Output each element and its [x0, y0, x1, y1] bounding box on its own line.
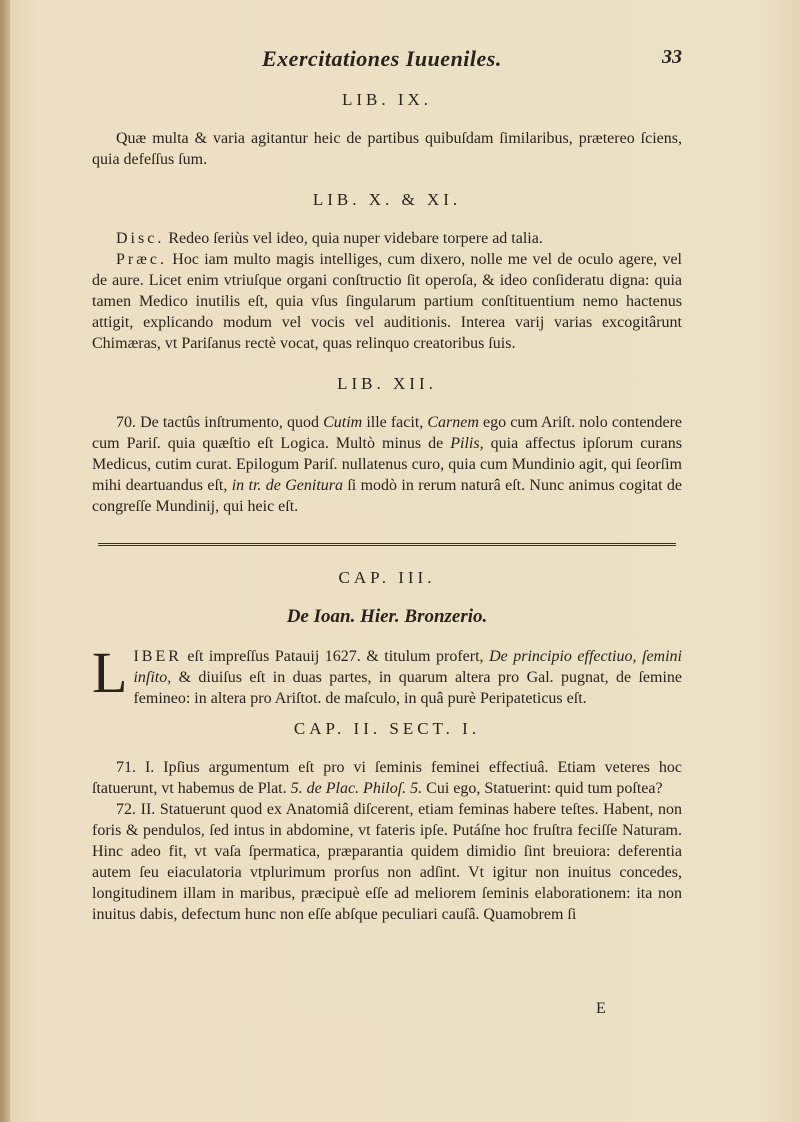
- paragraph-72: 72. II. Statuerunt quod ex Anatomiâ diſcerent, etiam feminas habere teſtes. Habent, non foris & pendulos, ſed intus in abdomine, vt fateris ipſe. Putáſne hoc fruſtra feciſſe Naturam. Hinc adeo fit, vt vaſa ſpermatica, præparantia quidem dimidio ſint breuiora: deferentia autem ſeu eiaculatoria vtplurimum prorſus non adſint. Vt igitur non inuitus concedes, longitudinem illam in maribus, præcipuè eſſe ad meliorem ſeminis elaborationem: ita non inuitus dabis, defectum hunc non eſſe abſque peculiari cauſâ. Quamobrem ſi: [92, 801, 682, 923]
- p70-text-5: ſi modò in rerum naturâ eſt. Nunc animus cogitat de congreſſe Mundinij, qui heic eſt.: [92, 477, 683, 515]
- speaker-praec: Præc.: [116, 251, 167, 268]
- disc-text: Redeo ſeriùs vel ideo, quia nuper videbare torpere ad talia.: [164, 230, 543, 247]
- running-title: Exercitationes Iuueniles.: [262, 46, 502, 71]
- p71-text-2: Cui ego, Statuerint: quid tum poſtea?: [422, 780, 663, 797]
- p70-text-4: quia affectus ipſorum curans Medicus, cutim curat. Epilogum Pariſ. nullatenus curo, quia cum Mundinio agit, qui ſeorſim mihi deartuandus eſt,: [92, 435, 683, 494]
- drop-cap: L: [92, 640, 128, 705]
- paragraph-71: [92, 757, 682, 799]
- page-body: [92, 86, 682, 935]
- binding-edge: [0, 0, 10, 1122]
- p70-italic-pilis: Pilis,: [450, 435, 484, 452]
- paragraph-lib-9: Quæ multa & varia agitantur heic de partibus quibuſdam ſimilaribus, prætereo ſciens, quia defeſſus ſum.: [92, 130, 682, 168]
- section-divider: [98, 543, 676, 548]
- paragraph-praec: [92, 249, 682, 354]
- paragraph-70: [92, 412, 682, 517]
- heading-lib-10-11: LIB. X. & XI.: [312, 190, 462, 209]
- chapter-subtitle: De Ioan. Hier. Bronzerio.: [286, 606, 488, 627]
- p71-italic-ref: 5. de Plac. Philoſ. 5.: [290, 780, 423, 797]
- liber-text-1: eſt impreſſus Patauij 1627. & titulum profert,: [181, 648, 490, 665]
- p70-text-3: ego cum Ariſt. nolo contendere cum Pariſ. quia quæſtio eſt Logica. Multò minus de: [92, 414, 683, 452]
- heading-cap-3: CAP. III.: [338, 568, 436, 587]
- running-head: [0, 46, 800, 76]
- p70-italic-cutim: Cutim: [323, 414, 363, 431]
- liber-smallcaps: IBER: [133, 648, 182, 665]
- p71-text-1: 71. I. Ipſius argumentum eſt pro vi ſeminis feminei effectiuâ. Etiam veteres hoc ſtatuerunt, vt habemus de Plat.: [92, 759, 682, 797]
- heading-lib-12: LIB. XII.: [337, 374, 437, 393]
- heading-cap-2-sect-1: CAP. II. SECT. I.: [293, 719, 481, 738]
- praec-text: Hoc iam multo magis intelliges, cum dixero, nolle me vel de oculo agere, vel de aure. Licet enim vtriuſque organi conſtructio ſit operoſa, & ideo conſideratu digna: quia tamen Medico inutilis eſt, quia vſus ſingularum partium conſtituentium nemo hactenus attigit, explicando modum vel vocis vel auditionis. Interea varij varias excogitârunt Chimæras, vt Pariſanus rectè vocat, quas relinquo creatoribus ſuis.: [92, 251, 682, 352]
- catchword: E: [596, 1000, 606, 1017]
- p70-italic-carnem: Carnem: [427, 414, 479, 431]
- p70-italic-genitura: in tr. de Genitura: [231, 477, 343, 494]
- liber-text-2: & diuiſus eſt in duas partes, in quarum altera pro Gal. pugnat, de ſemine femineo: in altera pro Ariſtot. de maſculo, in quâ purè Peripateticus eſt.: [133, 669, 682, 707]
- heading-lib-9: LIB. IX.: [341, 90, 433, 109]
- p70-text-1: 70. De tactûs inſtrumento, quod: [116, 414, 324, 431]
- paragraph-liber: [92, 640, 682, 709]
- p70-text-2: ille facit,: [362, 414, 428, 431]
- speaker-disc: Disc.: [116, 230, 165, 247]
- page-number: 33: [662, 46, 682, 68]
- liber-italic-title: De principio effectiuo, ſemini inſito,: [133, 648, 682, 686]
- paragraph-disc: [92, 228, 682, 249]
